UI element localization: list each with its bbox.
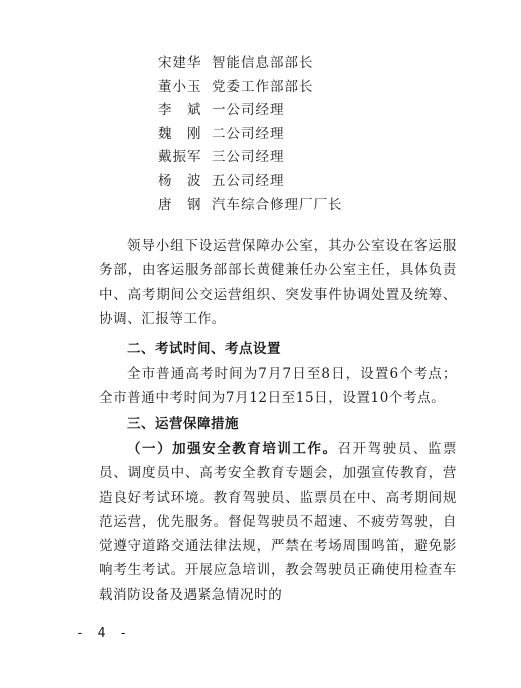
member-row bbox=[158, 194, 343, 218]
measure-1-body: 召开驾驶员、监票员、调度员中、高考安全教育专题会，加强宣传教育，营造良好考试环境。教育驾驶员、监票员在中、高考期间规范运营，优先服务。督促驾驶员不超速、不疲劳驾驶，自觉遵守道路交通法律法规，严禁在考场周围鸣笛，避免影响考生考试。开展应急培训，教会驾驶员正确使用检查车载消防设备及遇紧急情况时的 bbox=[99, 441, 457, 603]
member-role: 一公司经理 bbox=[212, 102, 285, 119]
measure-1-paragraph bbox=[99, 437, 457, 607]
member-name: 李 斌 bbox=[158, 102, 202, 119]
member-row bbox=[158, 170, 343, 194]
member-role: 二公司经理 bbox=[212, 125, 285, 142]
member-name: 杨 波 bbox=[158, 172, 202, 189]
page-number: - 4 - bbox=[76, 626, 131, 641]
member-name: 魏 刚 bbox=[158, 125, 202, 142]
measure-1-title: （一）加强安全教育培训工作。 bbox=[127, 441, 338, 457]
member-name: 宋建华 bbox=[158, 55, 202, 71]
exam-time-paragraph: 全市普通高考时间为7月7日至8日，设置6个考点；全市普通中考时间为7月12日至15日，设置10个考点。 bbox=[99, 366, 457, 407]
member-row bbox=[158, 52, 343, 76]
section-heading-measures: 三、运营保障措施 bbox=[127, 416, 239, 432]
leadership-member-list bbox=[158, 52, 343, 217]
member-row bbox=[158, 146, 343, 170]
member-role: 五公司经理 bbox=[212, 172, 285, 189]
section-heading-exam-time: 二、考试时间、考点设置 bbox=[127, 341, 281, 357]
member-role: 智能信息部部长 bbox=[212, 55, 314, 71]
member-name: 董小玉 bbox=[158, 78, 202, 95]
member-role: 三公司经理 bbox=[212, 149, 285, 166]
member-name: 戴振军 bbox=[158, 149, 202, 166]
member-row bbox=[158, 99, 343, 123]
member-role: 汽车综合修理厂厂长 bbox=[212, 196, 343, 213]
member-role: 党委工作部部长 bbox=[212, 78, 314, 95]
member-row bbox=[158, 123, 343, 147]
office-paragraph: 领导小组下设运营保障办公室，其办公室设在客运服务部，由客运服务部部长黄健兼任办公室主任，具体负责中、高考期间公交运营组织、突发事件协调处置及统筹、协调、汇报等工作。 bbox=[99, 238, 457, 327]
member-name: 唐 钢 bbox=[158, 196, 202, 213]
member-row bbox=[158, 76, 343, 100]
